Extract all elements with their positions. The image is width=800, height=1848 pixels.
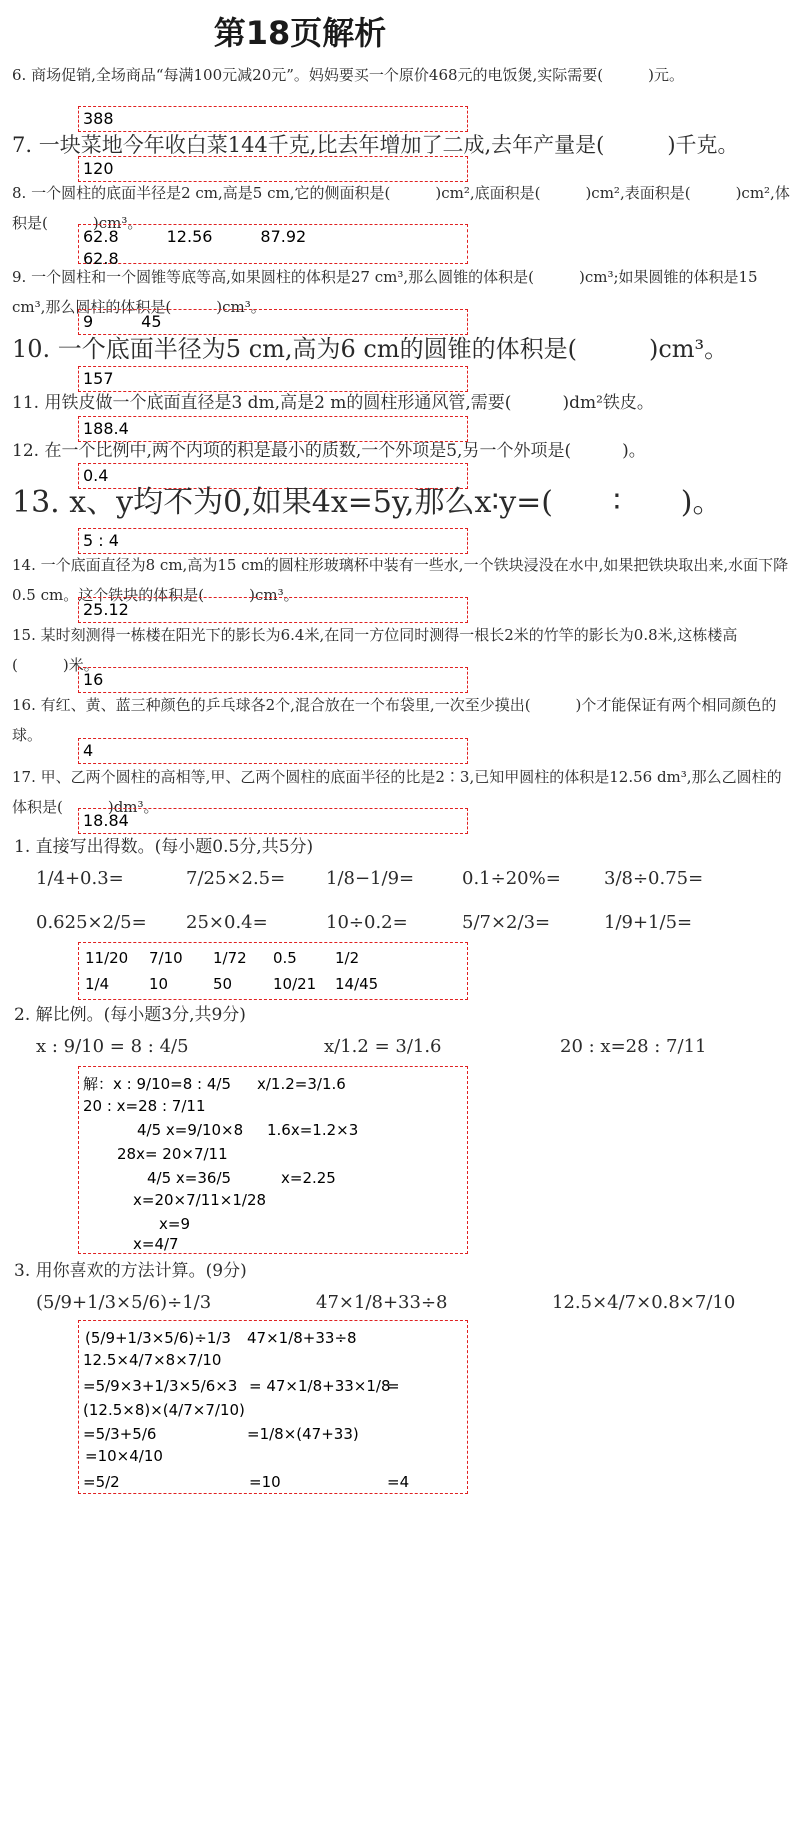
s2-work-a4: 28x= 20×7/11: [117, 1145, 228, 1163]
answer-7: 120: [78, 156, 468, 182]
s2-work-a2: 20 : x=28 : 7/11: [83, 1097, 206, 1115]
s1-expr-3: 1/8−1/9=: [326, 868, 415, 889]
s1-expr-10: 1/9+1/5=: [604, 912, 693, 933]
s2-work-a1: 解：x : 9/10=8 : 4/5: [83, 1075, 231, 1093]
s3-work-l3: =5/9×3+1/3×5/6×3: [83, 1377, 238, 1395]
page-title: 第18页解析: [213, 14, 387, 52]
s2-expr-3: 20 : x=28 : 7/11: [560, 1036, 707, 1057]
section-3-heading: 3. 用你喜欢的方法计算。(9分): [14, 1261, 247, 1281]
s1-ans-9: 10/21: [273, 975, 317, 993]
s2-work-a6: x=20×7/11×1/28: [133, 1191, 267, 1209]
answer-15: 16: [78, 667, 468, 693]
question-15: 15. 某时刻测得一栋楼在阳光下的影长为6.4米,在同一方位同时测得一根长2米的竹竿的影长为0.8米,这栋楼高( )米。: [12, 626, 738, 674]
question-10: 10. 一个底面半径为5 cm,高为6 cm的圆锥的体积是( )cm³。: [12, 335, 729, 363]
answer-16: 4: [78, 738, 468, 764]
s1-ans-5: 1/2: [335, 949, 360, 967]
s2-work-a5: 4/5 x=36/5: [147, 1169, 232, 1187]
s2-work-b3: x=2.25: [281, 1169, 336, 1187]
s3-work-l7: =5/2: [83, 1473, 120, 1491]
s1-expr-1: 1/4+0.3=: [36, 868, 124, 889]
answer-8: [78, 224, 468, 268]
s3-work-r1: =: [387, 1377, 400, 1395]
answer-10: 157: [78, 366, 468, 392]
s3-work-m3: =1/8×(47+33): [247, 1425, 359, 1443]
s1-ans-10: 14/45: [335, 975, 379, 993]
answer-13: 5 : 4: [78, 528, 468, 554]
s3-expr-3: 12.5×4/7×0.8×7/10: [552, 1292, 736, 1313]
answer-8-line2: 62.8: [83, 249, 119, 268]
s1-ans-4: 0.5: [273, 949, 297, 967]
s2-work-b2: 1.6x=1.2×3: [267, 1121, 359, 1139]
s1-ans-8: 50: [213, 975, 233, 993]
question-6: 6. 商场促销,全场商品“每满100元减20元”。妈妈要买一个原价468元的电饭煲,实际需要( )元。: [12, 66, 685, 84]
question-7: 7. 一块菜地今年收白菜144千克,比去年增加了二成,去年产量是( )千克。: [12, 133, 739, 157]
s3-work-l4: (12.5×8)×(4/7×7/10): [83, 1401, 245, 1419]
s2-work-a7: x=9: [159, 1215, 190, 1233]
question-16: 16. 有红、黄、蓝三种颜色的乒乓球各2个,混合放在一个布袋里,一次至少摸出( )个才能保证有两个相同颜色的球。: [12, 696, 777, 744]
question-12: 12. 在一个比例中,两个内项的积是最小的质数,一个外项是5,另一个外项是( )。: [12, 441, 646, 461]
s3-expr-1: (5/9+1/3×5/6)÷1/3: [36, 1292, 212, 1313]
answer-12: 0.4: [78, 463, 468, 489]
s2-expr-1: x : 9/10 = 8 : 4/5: [36, 1036, 189, 1057]
s3-work-m1: 47×1/8+33÷8: [247, 1329, 357, 1347]
answer-9: 9 45: [78, 309, 468, 335]
s1-ans-3: 1/72: [213, 949, 247, 967]
s1-expr-5: 3/8÷0.75=: [604, 868, 704, 889]
s1-expr-9: 5/7×2/3=: [462, 912, 551, 933]
section-2-heading: 2. 解比例。(每小题3分,共9分): [14, 1005, 246, 1025]
s1-expr-8: 10÷0.2=: [326, 912, 408, 933]
question-11: 11. 用铁皮做一个底面直径是3 dm,高是2 m的圆柱形通风管,需要( )dm²铁皮。: [12, 393, 654, 413]
s1-ans-1: 11/20: [85, 949, 129, 967]
s1-ans-7: 10: [149, 975, 169, 993]
s3-work-l5: =5/3+5/6: [83, 1425, 157, 1443]
s1-expr-4: 0.1÷20%=: [462, 868, 561, 889]
answer-6: 388: [78, 106, 468, 132]
s3-work-l2: 12.5×4/7×8×7/10: [83, 1351, 222, 1369]
s1-ans-6: 1/4: [85, 975, 110, 993]
s1-expr-6: 0.625×2/5=: [36, 912, 147, 933]
s3-work-l6: =10×4/10: [85, 1447, 163, 1465]
s3-work-r2: =4: [387, 1473, 410, 1491]
s2-work-b1: x/1.2=3/1.6: [257, 1075, 346, 1093]
question-14: 14. 一个底面直径为8 cm,高为15 cm的圆柱形玻璃杯中装有一些水,一个铁块浸没在水中,如果把铁块取出来,水面下降0.5 cm。这个铁块的体积是( )cm³。: [12, 556, 789, 604]
s1-ans-2: 7/10: [149, 949, 183, 967]
question-9: 9. 一个圆柱和一个圆锥等底等高,如果圆柱的体积是27 cm³,那么圆锥的体积是( )cm³;如果圆锥的体积是15 cm³,那么圆柱的体积是( )cm³。: [12, 268, 758, 316]
s3-work-m4: =10: [249, 1473, 281, 1491]
s2-work-a3: 4/5 x=9/10×8: [137, 1121, 244, 1139]
question-8: 8. 一个圆柱的底面半径是2 cm,高是5 cm,它的侧面积是( )cm²,底面积是( )cm²,表面积是( )cm²,体积是( )cm³。: [12, 184, 790, 232]
answer-section-3: [78, 1320, 468, 1494]
s2-expr-2: x/1.2 = 3/1.6: [324, 1036, 442, 1057]
answer-14: 25.12: [78, 597, 468, 623]
s3-work-m2: = 47×1/8+33×1/8: [249, 1377, 391, 1395]
question-17: 17. 甲、乙两个圆柱的高相等,甲、乙两个圆柱的底面半径的比是2∶3,已知甲圆柱的体积是12.56 dm³,那么乙圆柱的体积是( )dm³。: [12, 768, 782, 816]
s1-expr-2: 7/25×2.5=: [186, 868, 286, 889]
s2-work-a8: x=4/7: [133, 1235, 179, 1253]
answer-section-2: [78, 1066, 468, 1254]
s3-work-l1: (5/9+1/3×5/6)÷1/3: [85, 1329, 231, 1347]
s1-expr-7: 25×0.4=: [186, 912, 268, 933]
question-13: 13. x、y均不为0,如果4x=5y,那么x∶y=( ∶ )。: [12, 485, 723, 520]
answer-17: 18.84: [78, 808, 468, 834]
answer-11: 188.4: [78, 416, 468, 442]
answer-section-1: [78, 942, 468, 1000]
section-1-heading: 1. 直接写出得数。(每小题0.5分,共5分): [14, 837, 314, 857]
answer-8-line1: 62.8 12.56 87.92: [83, 227, 307, 246]
s3-expr-2: 47×1/8+33÷8: [316, 1292, 448, 1313]
